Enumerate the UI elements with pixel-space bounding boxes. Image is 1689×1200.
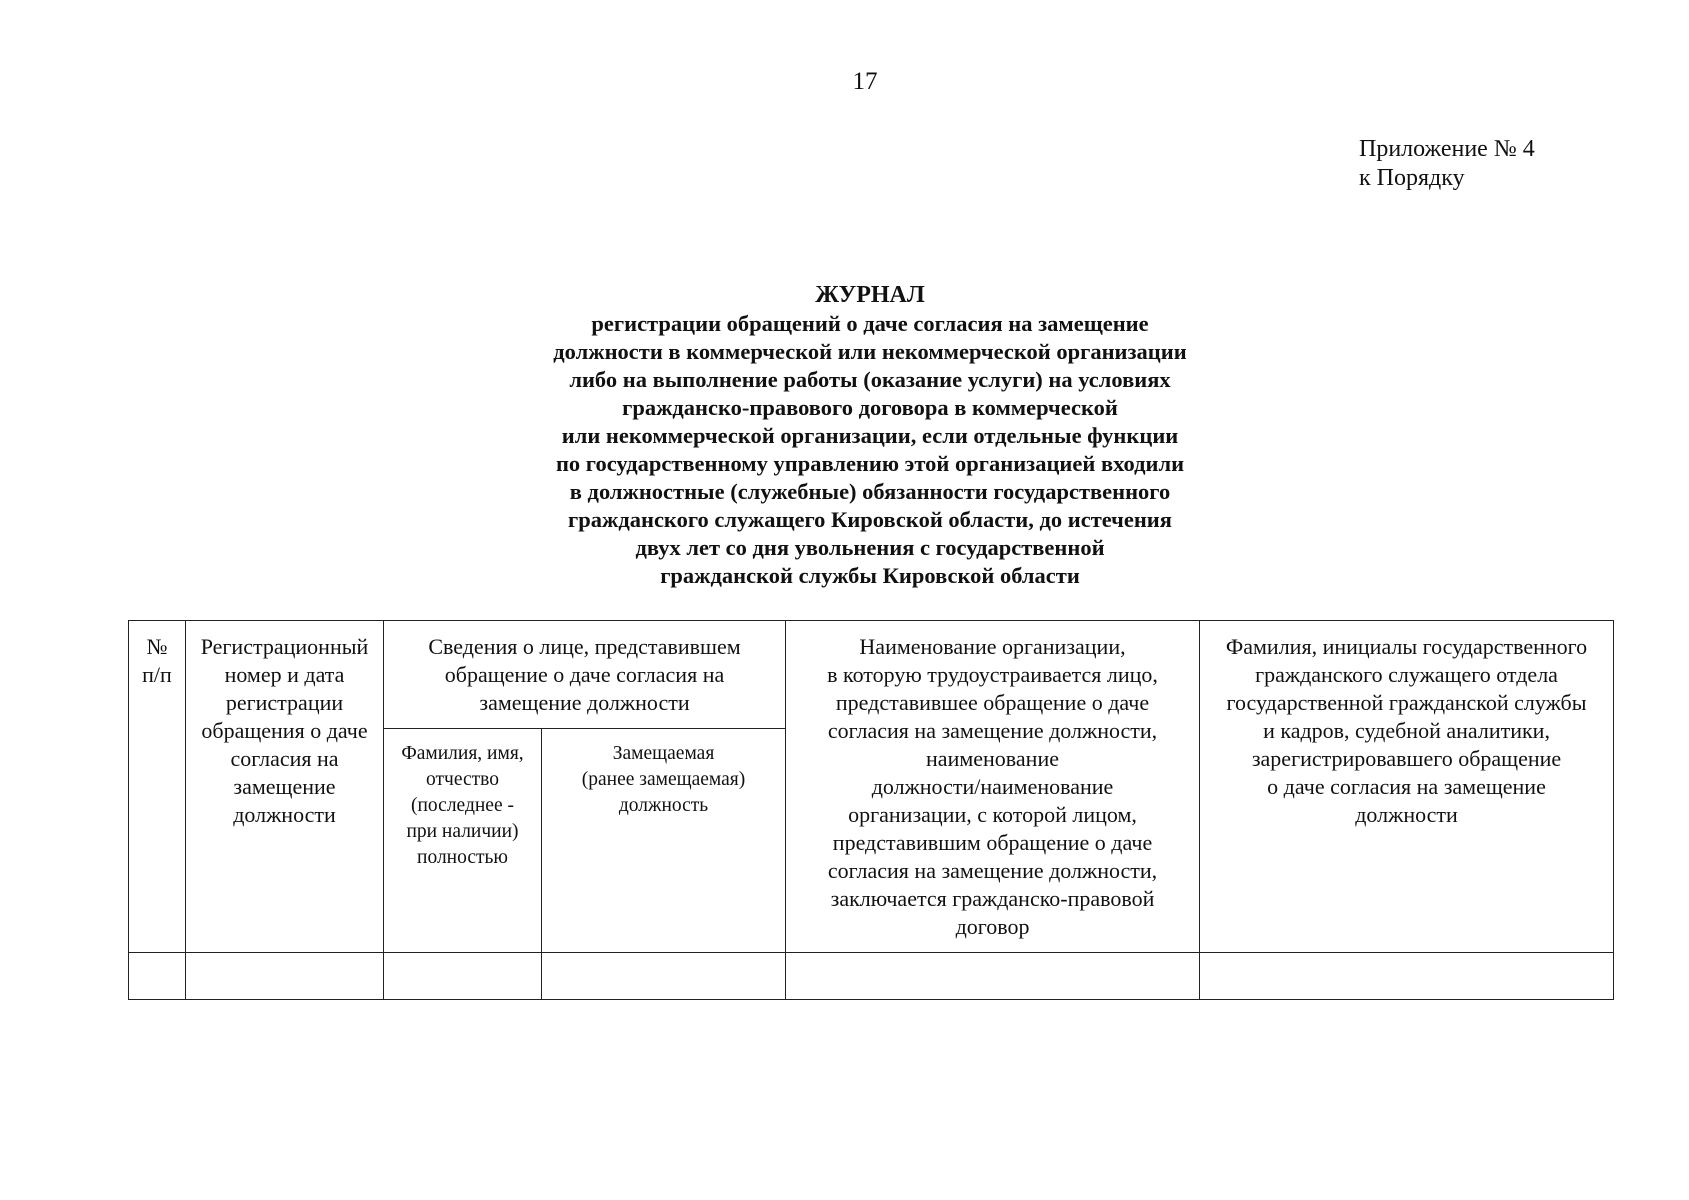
table-cell[interactable] [542, 953, 786, 1000]
journal-title: ЖУРНАЛ [815, 282, 925, 308]
header-registrar: Фамилия, инициалы государственного гражданского служащего отдела государственной гражданской службы и кадров, судебной аналитики, зарегистрировавшего обращение о даче согласия на замещение должности [1200, 621, 1614, 953]
heading-line: должности в коммерческой или некоммерческой организации [553, 339, 1187, 364]
header-person-info: Сведения о лице, представившем обращение о даче согласия на замещение должности [384, 621, 786, 729]
appendix-note [1359, 135, 1535, 193]
header-position: Замещаемая (ранее замещаемая) должность [542, 729, 786, 953]
table-row [129, 953, 1614, 1000]
table-cell[interactable] [129, 953, 186, 1000]
table-cell[interactable] [1200, 953, 1614, 1000]
heading-line: гражданско-правового договора в коммерческой [622, 395, 1118, 420]
table-cell[interactable] [786, 953, 1200, 1000]
heading-line: или некоммерческой организации, если отдельные функции [561, 423, 1179, 448]
journal-heading [330, 280, 1410, 590]
heading-line: гражданской службы Кировской области [660, 563, 1080, 588]
journal-table [128, 620, 1614, 1000]
header-row [129, 621, 1614, 729]
heading-line: в должностные (служебные) обязанности государственного [569, 479, 1171, 504]
appendix-line-2: к Порядку [1359, 165, 1465, 191]
appendix-line-1: Приложение № 4 [1359, 136, 1535, 162]
header-number: № п/п [129, 621, 186, 953]
table-cell[interactable] [186, 953, 384, 1000]
header-registration: Регистрационный номер и дата регистрации обращения о даче согласия на замещение должности [186, 621, 384, 953]
heading-line: двух лет со дня увольнения с государственной [635, 535, 1105, 560]
page-number: 17 [852, 68, 878, 95]
header-full-name: Фамилия, имя, отчество (последнее - при наличии) полностью [384, 729, 542, 953]
heading-line: регистрации обращений о даче согласия на замещение [591, 311, 1149, 336]
header-organization: Наименование организации, в которую трудоустраивается лицо, представившее обращение о даче согласия на замещение должности, наименование должности/наименование организации, с которой лицом, представившим обращение о даче согласия на замещение должности, заключается гражданско-правовой договор [786, 621, 1200, 953]
heading-line: гражданского служащего Кировской области, до истечения [568, 507, 1172, 532]
heading-line: либо на выполнение работы (оказание услуги) на условиях [569, 367, 1171, 392]
heading-line: по государственному управлению этой организацией входили [555, 451, 1185, 476]
table-cell[interactable] [384, 953, 542, 1000]
